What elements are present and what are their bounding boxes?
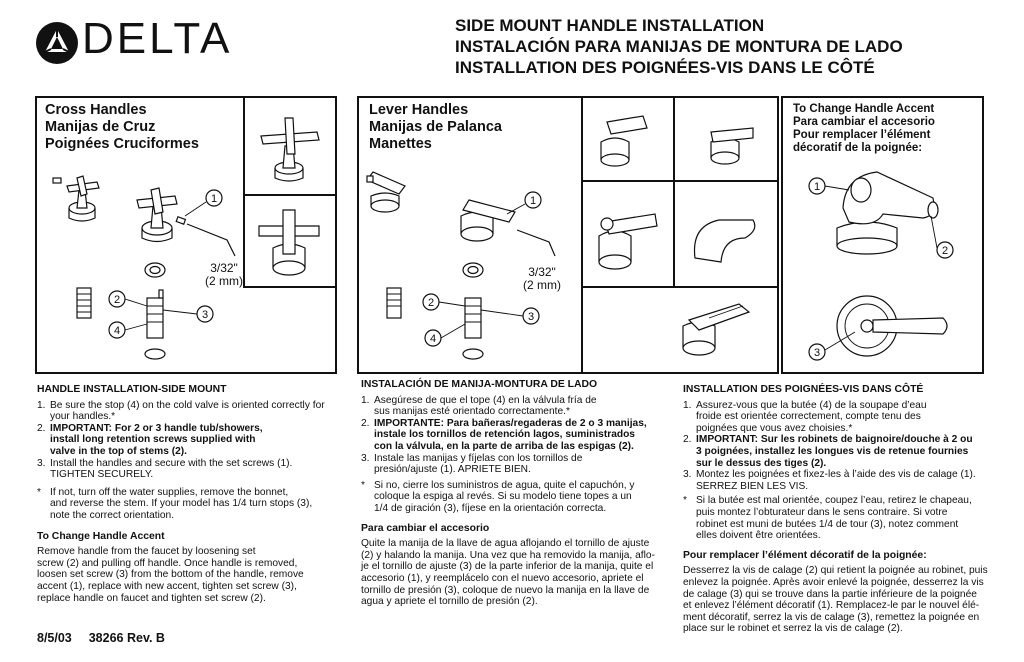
lever-callout-1: 1 (530, 195, 537, 207)
footer-doc-number: 38266 Rev. B (88, 631, 165, 645)
french-accent-body: Desserrez la vis de calage (2) qui retient la poignée au robinet, puis enlevez la poignée. Après avoir enlevé la poignée, desserrez la vis de calage (3) qui se trouve dans la partie inférieure de la poignée et enlevez l’élément décoratif (1). Remplacez-le par le nouvel élé- ment décoratif, serrez la vis de calage (3), remettez la poignée en place sur le robinet et serrez la vis de calage (2). (683, 565, 988, 635)
french-step-3: 3. Montez les poignées et fixez-les à l’aide des vis de calage (1). SERREZ BIEN LES VIS. (683, 469, 976, 492)
english-accent-body: Remove handle from the faucet by loosening set screw (2) and pulling off handle. Once handle is removed, loosen set screw (3) from the bottom of the handle, remove accent (1), replace with new accent, tighten set screw (3), replace handle on faucet and tighten set screw (2). (37, 546, 304, 604)
lever-callout-2: 2 (428, 297, 435, 309)
spanish-instructions (361, 379, 681, 608)
lever-callout-4: 4 (430, 333, 437, 345)
french-instructions (683, 384, 1001, 635)
spanish-accent-body: Quite la manija de la llave de agua aflojando el tornillo de ajuste (2) y halando la manija. Una vez que ha removido la manija, aflo- je el tornillo de ajuste (3) de la parte inferior de la manija, quite el accesorio (1), y reemplácelo con el nuevo accesorio, apriete el tornillo de presión (3), coloque de nuevo la manija en la llave de agua y apriete el tornillo de presión (2). (361, 538, 655, 608)
cross-callout-4: 4 (114, 325, 121, 337)
english-step-3: 3. Install the handles and secure with the set screws (1). TIGHTEN SECURELY. (37, 457, 293, 481)
lever-callout-3: 3 (528, 311, 535, 323)
cross-callout-2: 2 (114, 294, 121, 306)
cross-wrench-size: 3/32" (2 mm) (205, 261, 243, 288)
french-step-2: 2. IMPORTANT: Sur les robinets de baignoire/douche à 2 ou 3 poignées, installez les longues vis de retenue fournies sur le dessus des tiges (2). (683, 434, 973, 469)
cross-handles-panel (35, 96, 337, 374)
spanish-note: * Si no, cierre los suministros de agua, quite el capuchón, y coloque la espiga al revés. Si su modelo tiene topes a un 1/4 de giración (3), fíjese en la orientación correcta. (361, 479, 635, 514)
french-heading: INSTALLATION DES POIGNÉES-VIS DANS CÔTÉ (683, 384, 924, 395)
footer-date: 8/5/03 (37, 631, 72, 645)
french-note: * Si la butée est mal orientée, coupez l’eau, retirez le chapeau, puis montez l’obturateur dans le sens contraire. Si votre robinet est muni de butées 1/4 de tour (3), notez comment elles doivent être orientées. (683, 495, 972, 542)
spanish-heading: INSTALACIÓN DE MANIJA-MONTURA DE LADO (361, 379, 598, 390)
spanish-accent-heading: Para cambiar el accesorio (361, 522, 490, 534)
lever-wrench-size: 3/32" (2 mm) (523, 265, 561, 292)
cross-handles-illustration (37, 98, 335, 372)
english-step-2: 2. IMPORTANT: For 2 or 3 handle tub/showers, install long retention screws supplied with valve in the top of stems (2). (37, 422, 263, 457)
english-step-1: 1. Be sure the stop (4) on the cold valve is oriented correctly for your handles.* (37, 399, 325, 423)
footer (37, 631, 165, 645)
accent-panel (781, 96, 984, 374)
accent-callout-3: 3 (814, 347, 821, 359)
french-accent-heading: Pour remplacer l’élément décoratif de la poignée: (683, 549, 927, 561)
lever-handles-illustration (359, 98, 777, 372)
english-heading: HANDLE INSTALLATION-SIDE MOUNT (37, 384, 227, 395)
cross-handle-icon (53, 176, 99, 221)
title-es: INSTALACIÓN PARA MANIJAS DE MONTURA DE LADO (455, 37, 903, 56)
english-instructions (37, 384, 355, 604)
french-step-1: 1. Assurez-vous que la butée (4) de la soupape d’eau froide est orientée correctement, compte tenu des poignées que vous avez choisies.* (683, 399, 927, 434)
accent-illustration (783, 98, 982, 372)
spanish-step-3: 3. Instale las manijas y fíjelas con los tornillos de presión/ajuste (1). APRIETE BIEN. (361, 452, 583, 476)
spanish-step-1: 1. Asegúrese de que el tope (4) en la válvula fría de sus manijas esté orientado correctamente.* (361, 394, 597, 418)
accent-callout-2: 2 (942, 245, 949, 257)
english-accent-heading: To Change Handle Accent (37, 530, 165, 542)
cross-handles-title: Cross Handles Manijas de Cruz Poignées Cruciformes (45, 102, 199, 152)
lever-handles-panel (357, 96, 779, 374)
spanish-step-2: 2. IMPORTANTE: Para bañeras/regaderas de 2 o 3 manijas, instale los tornillos de retención lagos, suministrados con la válvula, en la parte de arriba de las espigas (2). (361, 417, 647, 452)
cross-callout-1: 1 (211, 193, 218, 205)
brand-name: DELTA (82, 14, 233, 63)
title-en: SIDE MOUNT HANDLE INSTALLATION (455, 16, 765, 35)
delta-logo-icon (34, 20, 80, 66)
english-note: * If not, turn off the water supplies, remove the bonnet, and reverse the stem. If your model has 1/4 turn stops (3), note the correct orientation. (37, 486, 313, 521)
accent-panel-title: To Change Handle Accent Para cambiar el accesorio Pour remplacer l’élément décoratif de la poignée: (793, 103, 935, 154)
cross-callout-3: 3 (202, 309, 209, 321)
title-fr: INSTALLATION DES POIGNÉES-VIS DANS LE CÔTÉ (455, 58, 875, 77)
page-titles (455, 15, 903, 78)
accent-callout-1: 1 (814, 181, 821, 193)
lever-handles-title: Lever Handles Manijas de Palanca Manettes (369, 102, 502, 152)
